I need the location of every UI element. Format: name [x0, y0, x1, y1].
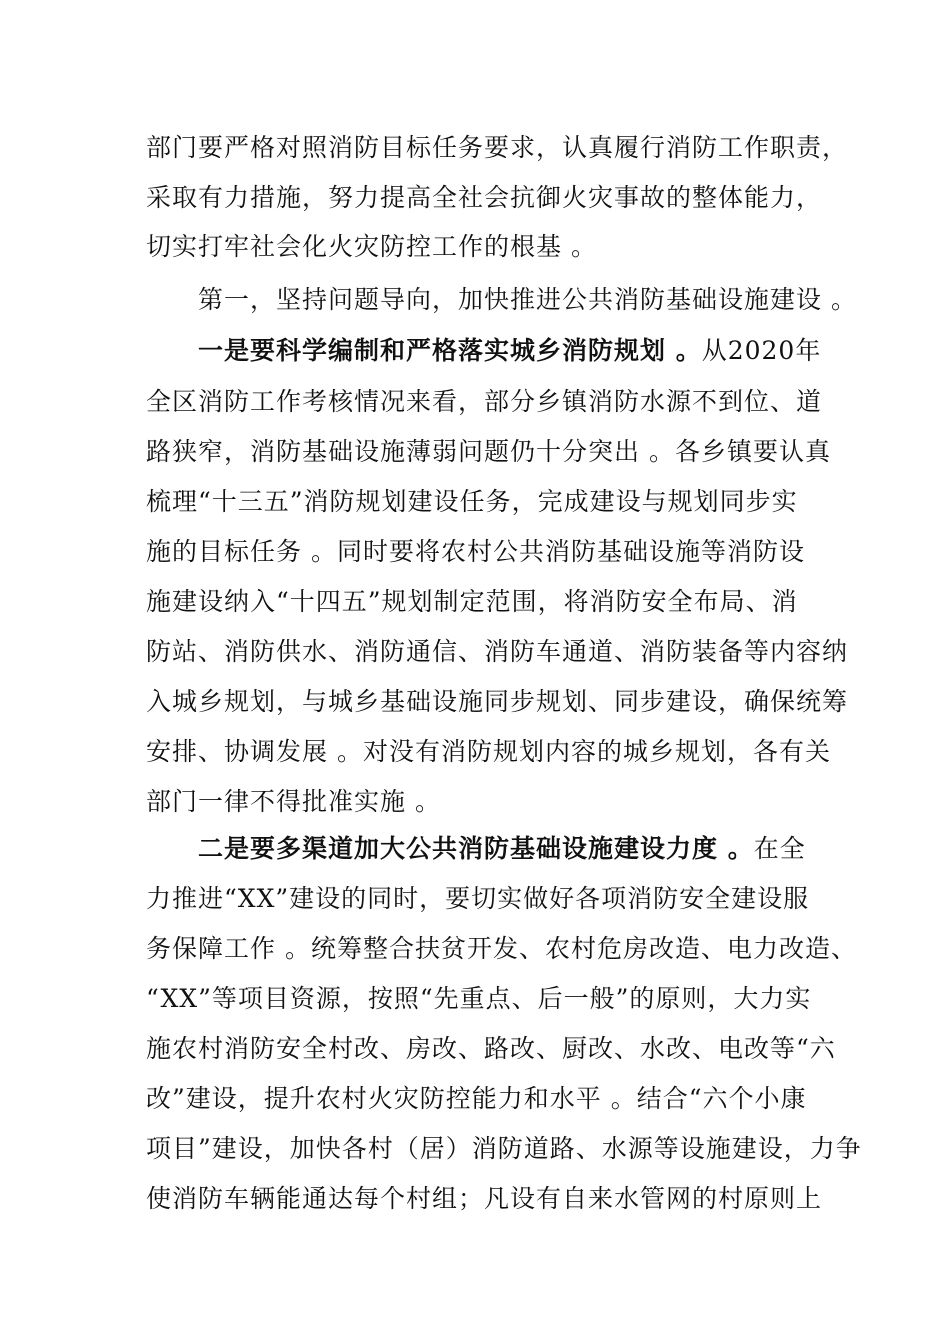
text-line — [146, 1133, 862, 1165]
paragraph-lead: 二是要多渠道加大公共消防基础设施建设力度 。 — [198, 834, 754, 863]
line-text: 安排、协调发展 。对没有消防规划内容的城乡规划，各有关 — [146, 737, 831, 766]
line-text: 路狭窄，消防基础设施薄弱问题仍十分突出 。各乡镇要认真 — [146, 437, 831, 466]
line-text: 全区消防工作考核情况来看，部分乡镇消防水源不到位、道 — [146, 387, 823, 416]
paragraph-lead: 一是要科学编制和严格落实城乡消防规划 。 — [198, 336, 702, 365]
text-line — [146, 786, 846, 818]
line-text: 施的目标任务 。同时要将农村公共消防基础设施等消防设 — [146, 537, 805, 566]
text-line — [146, 1033, 846, 1065]
line-text: 部门要严格对照消防目标任务要求，认真履行消防工作职责， — [146, 133, 849, 162]
line-text: 防站、消防供水、消防通信、消防车通道、消防装备等内容纳 — [146, 637, 849, 666]
heading-text: 第一，坚持问题导向，加快推进公共消防基础设施建设 。 — [198, 285, 857, 314]
text-line — [146, 1183, 846, 1215]
line-text: “XX”等项目资源，按照“先重点、后一般”的原则，大力实 — [146, 984, 812, 1013]
text-line — [146, 586, 846, 618]
text-line — [146, 1083, 846, 1115]
text-line — [146, 132, 849, 164]
text-line — [146, 436, 846, 468]
line-text: 梳理“十三五”消防规划建设任务，完成建设与规划同步实 — [146, 487, 798, 516]
text-line — [146, 231, 846, 263]
text-line — [146, 883, 846, 915]
line-text: 在全 — [753, 834, 806, 863]
text-line — [146, 636, 849, 668]
line-text: 切实打牢社会化火灾防控工作的根基 。 — [146, 232, 597, 261]
text-line — [198, 335, 898, 367]
line-text: 施建设纳入“十四五”规划制定范围，将消防安全布局、消 — [146, 587, 798, 616]
text-line — [146, 386, 846, 418]
text-line — [146, 933, 857, 965]
line-text: 务保障工作 。统筹整合扶贫开发、农村危房改造、电力改造、 — [146, 934, 857, 963]
text-line — [146, 736, 846, 768]
line-text: 采取有力措施，努力提高全社会抗御火灾事故的整体能力， — [146, 183, 823, 212]
line-text: 从2020年 — [701, 336, 822, 365]
line-text: 入城乡规划，与城乡基础设施同步规划、同步建设，确保统筹 — [146, 687, 849, 716]
text-line — [146, 686, 849, 718]
section-heading — [198, 284, 898, 316]
line-text: 使消防车辆能通达每个村组；凡设有自来水管网的村原则上 — [146, 1184, 823, 1213]
text-line — [146, 983, 846, 1015]
line-text: 力推进“XX”建设的同时，要切实做好各项消防安全建设服 — [146, 884, 810, 913]
text-line — [146, 486, 846, 518]
line-text: 施农村消防安全村改、房改、路改、厨改、水改、电改等“六 — [146, 1034, 836, 1063]
line-text: 项目”建设，加快各村（居）消防道路、水源等设施建设，力争 — [146, 1134, 862, 1163]
text-line — [146, 536, 846, 568]
line-text: 部门一律不得批准实施 。 — [146, 787, 441, 816]
text-line — [198, 833, 898, 865]
text-line — [146, 182, 846, 214]
line-text: 改”建设，提升农村火灾防控能力和水平 。结合“六个小康 — [146, 1084, 807, 1113]
